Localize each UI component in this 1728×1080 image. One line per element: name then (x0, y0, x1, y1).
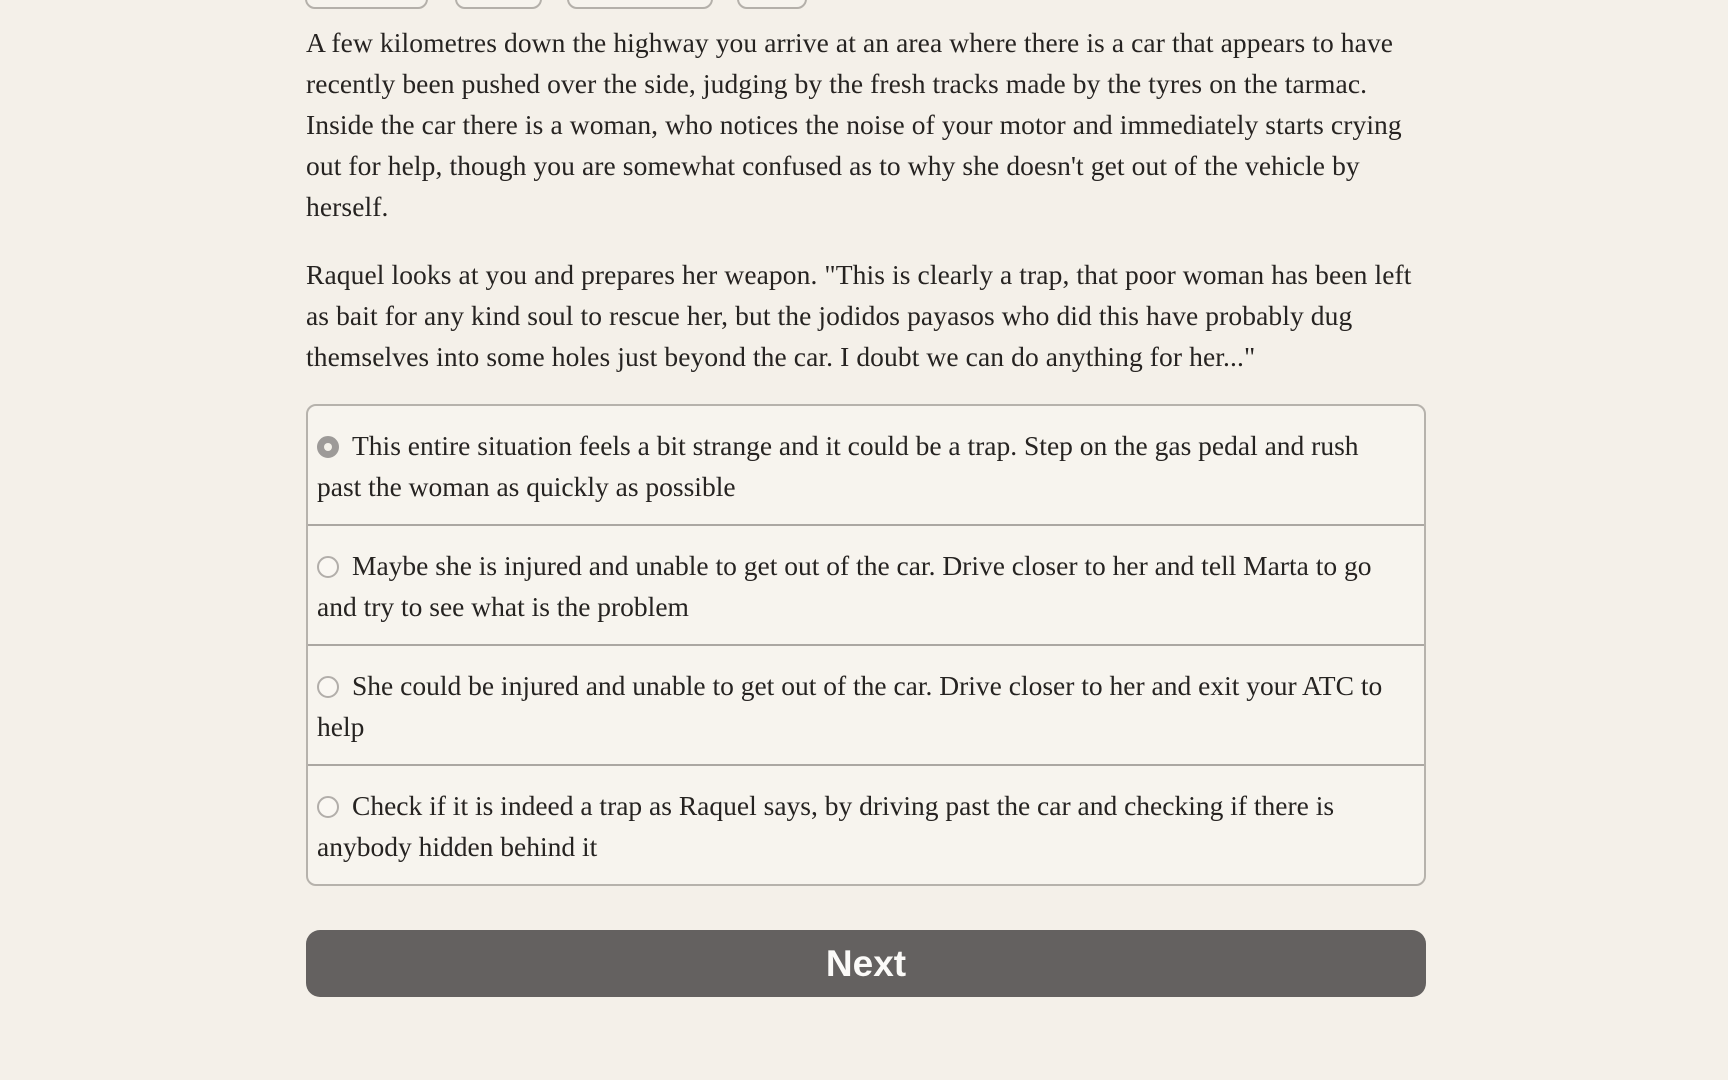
next-button[interactable]: Next (306, 930, 1426, 997)
choice-option-4[interactable] (308, 764, 1424, 884)
choice-option-label: Check if it is indeed a trap as Raquel says, by driving past the car and checking if there is anybody hidden behind it (317, 790, 1335, 862)
radio-button-icon[interactable] (317, 436, 339, 458)
choice-option-label: She could be injured and unable to get out of the car. Drive closer to her and exit your ATC to help (317, 670, 1383, 742)
choice-list (306, 404, 1426, 886)
choice-option-label: This entire situation feels a bit strange and it could be a trap. Step on the gas pedal and rush past the woman as quickly as possible (317, 430, 1359, 502)
story-paragraph-1: A few kilometres down the highway you arrive at an area where there is a car that appears to have recently been pushed over the side, judging by the fresh tracks made by the tyres on the tarmac. Inside the car there is a woman, who notices the noise of your motor and immediately starts crying out for help, though you are somewhat confused as to why she doesn't get out of the vehicle by herself. (306, 27, 1402, 222)
story-content (306, 0, 1426, 997)
choice-option-label: Maybe she is injured and unable to get out of the car. Drive closer to her and tell Marta to go and try to see what is the problem (317, 550, 1372, 622)
radio-button-icon[interactable] (317, 556, 339, 578)
radio-button-icon[interactable] (317, 676, 339, 698)
radio-button-icon[interactable] (317, 796, 339, 818)
story-paragraph-2: Raquel looks at you and prepares her weapon. "This is clearly a trap, that poor woman has been left as bait for any kind soul to rescue her, but the jodidos payasos who did this have probably dug themselves into some holes just beyond the car. I doubt we can do anything for her..." (306, 259, 1412, 372)
choice-option-2[interactable] (308, 524, 1424, 644)
choice-option-3[interactable] (308, 644, 1424, 764)
choice-option-1[interactable] (308, 406, 1424, 524)
